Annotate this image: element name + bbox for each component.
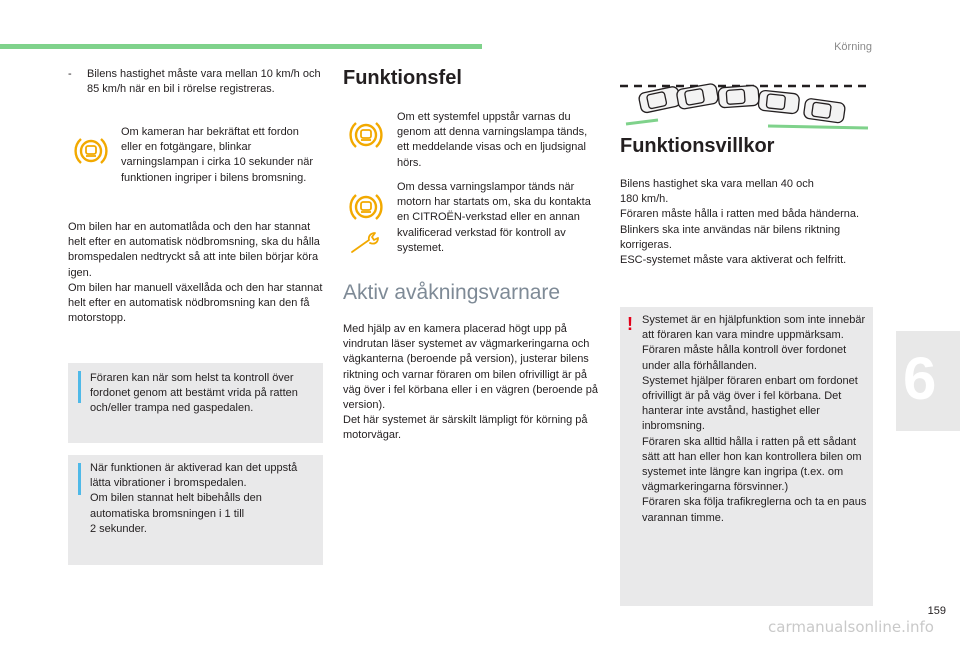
warning-lamp-icon [349, 118, 383, 152]
chapter-number: 6 [903, 345, 937, 412]
body-paragraph: Om bilen har en automatlåda och den har stannat helt efter en automatisk nödbromsning, ska du hålla bromspedalen nedtryckt så att inte bilen börjar köra igen. Om bilen har manuell växellåda och den har stannat helt efter en automatisk nödbromsning kan den få motorstopp. [68, 221, 323, 325]
lane-departure-illustration [618, 76, 874, 132]
note-text: När funktionen är aktiverad kan det uppstå lätta vibrationer i bromspedalen. Om bilen stannat helt bibehålls den automatiska bromsningen i 1 till 2 sekunder. [90, 462, 298, 535]
chapter-title: Körning [834, 41, 872, 53]
bullet-text: Bilens hastighet måste vara mellan 10 km/h och 85 km/h när en bil i rörelse registreras. [87, 68, 321, 96]
note-text: Föraren kan när som helst ta kontroll över fordonet genom att bestämt vrida på ratten och/eller trampa ned gaspedalen. [90, 372, 298, 415]
note-bar [78, 463, 81, 495]
fault-paragraph-1: Om ett systemfel uppstår varnas du genom att denna varningslampa tänds, ett meddelande visas och en ljudsignal hörs. [397, 111, 588, 169]
watermark: carmanualsonline.info [768, 618, 934, 636]
heading-lane-warning: Aktiv avåkningsvarnare [343, 281, 561, 304]
lane-warning-body: Med hjälp av en kamera placerad högt upp på vindrutan läser systemet av vägmarkeringarna och vägkanterna (beroende på version), justerar bilens riktning och varnar föraren om bilen ofrivilligt är på väg över i fel körbana eller i en vägren (beroende på version). Det här systemet är särskilt lämpligt för körning på motorvägar. [343, 323, 598, 442]
wrench-icon [349, 232, 383, 256]
heading-fault: Funktionsfel [343, 67, 462, 89]
note-bar [78, 371, 81, 403]
warning-note [620, 307, 873, 606]
heading-conditions: Funktionsvillkor [620, 135, 775, 157]
top-accent-bar [0, 44, 482, 49]
icon-paragraph: Om kameran har bekräftat ett fordon eller en fotgängare, blinkar varningslampan i cirka 10 sekunder när funktionen ingriper i bilens bromsning. [121, 126, 313, 184]
warning-exclamation-icon: ! [627, 314, 633, 334]
warning-lamp-icon [349, 190, 383, 224]
info-note-2 [68, 455, 323, 565]
conditions-body: Bilens hastighet ska vara mellan 40 och 180 km/h. Föraren måste hålla i ratten med båda händerna. Blinkers ska inte användas när bilens riktning korrigeras. ESC-systemet måste vara aktiverat och felfritt. [620, 178, 860, 267]
warning-text: Systemet är en hjälpfunktion som inte innebär att föraren kan vara mindre uppmärksam. Föraren måste hålla kontroll över fordonet under alla förhållanden. Systemet hjälper föraren enbart om fordonet ofrivilligt är på väg över i fel körbana. Det hanterar inte avstånd, hastighet eller inbromsning. Föraren ska alltid hålla i ratten på ett sådant sätt att han eller hon kan kontrollera bilen om systemet inte längre kan ingripa (t.ex. om vägmarkeringarna försvinner.) Föraren ska följa trafikreglerna och ta en paus varannan timme. [642, 314, 867, 524]
page-number: 159 [927, 605, 946, 617]
fault-paragraph-2: Om dessa varningslampor tänds när motorn har startats om, ska du kontakta en CITROËN-verkstad eller en annan kvalificerad verkstad för kontroll av systemet. [397, 181, 591, 254]
bullet-dash: - [68, 68, 72, 80]
info-note-1 [68, 363, 323, 443]
warning-lamp-icon [74, 134, 108, 168]
